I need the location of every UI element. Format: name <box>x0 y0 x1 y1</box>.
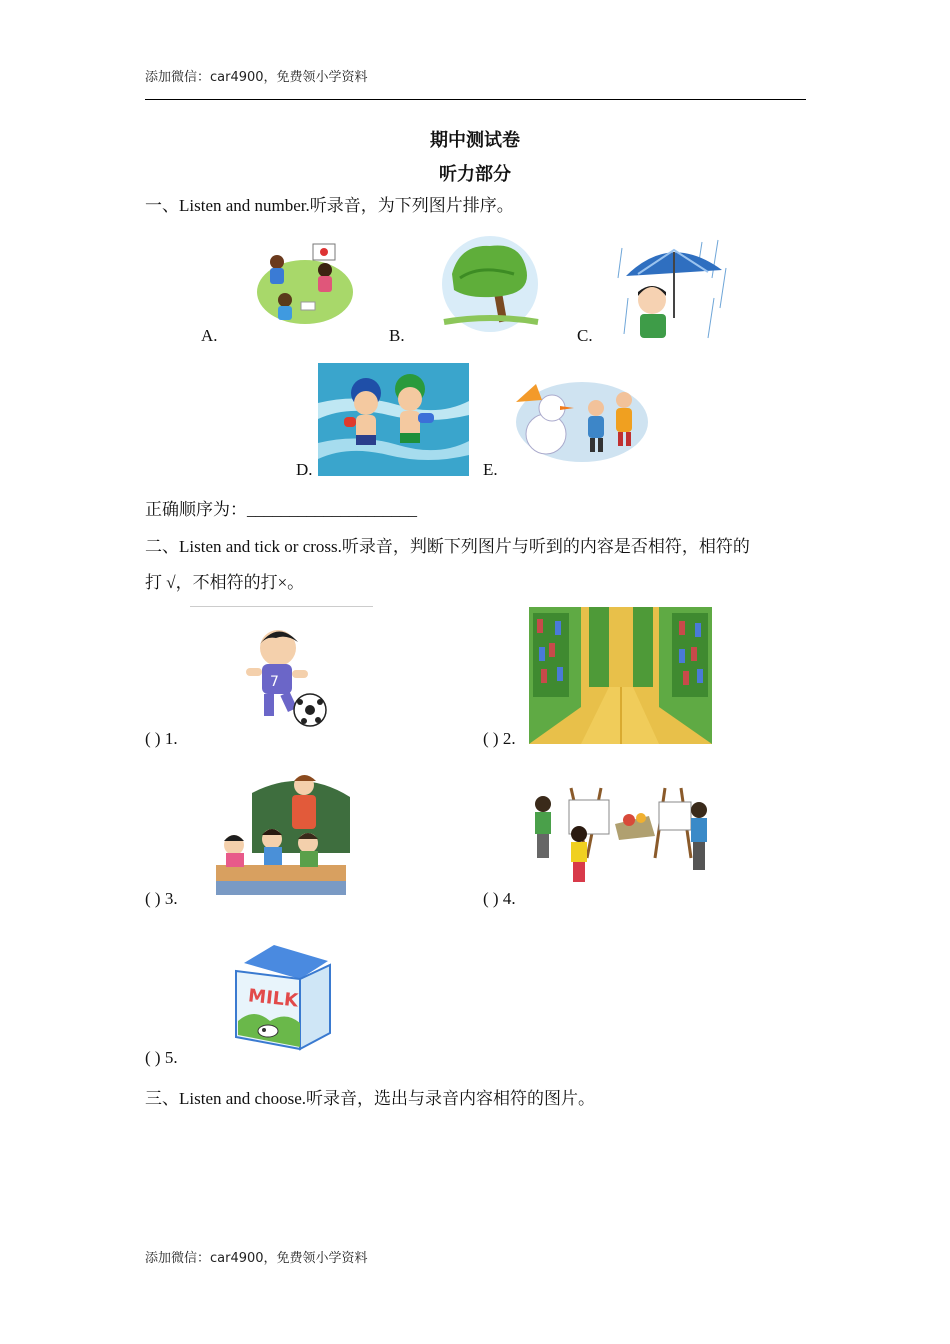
swimming-picture <box>318 363 469 476</box>
option-d-label: D. <box>296 460 313 479</box>
library-picture <box>529 607 712 744</box>
milk-label: MILK <box>247 985 300 1012</box>
section3-heading: 三、Listen and choose.听录音，选出与录音内容相符的图片。 <box>145 1089 595 1108</box>
item4-label: ( ) 4. <box>483 889 516 908</box>
item2-label: ( ) 2. <box>483 729 516 748</box>
classroom-picture <box>212 773 352 898</box>
windy-tree-picture <box>440 234 542 334</box>
item5-label: ( ) 5. <box>145 1048 178 1067</box>
answer-prompt: 正确顺序为： <box>145 500 247 519</box>
footer-watermark: 添加微信：car4900，免费领小学资料 <box>145 1251 368 1266</box>
header-watermark: 添加微信：car4900，免费领小学资料 <box>145 70 368 85</box>
section2-heading-line2: 打 √，不相符的打×。 <box>145 573 305 592</box>
drawing-picture <box>531 784 711 886</box>
snowman-picture <box>512 378 648 462</box>
item3-label: ( ) 3. <box>145 889 178 908</box>
item1-label: ( ) 1. <box>145 729 178 748</box>
section2-heading-line1: 二、Listen and tick or cross.听录音，判断下列图片与听到的内容是否相符，相符的 <box>145 537 750 556</box>
picnic-picture <box>255 240 355 328</box>
page-title: 期中测试卷 <box>430 130 520 150</box>
football-boy-picture <box>236 624 328 728</box>
option-e-label: E. <box>483 460 498 479</box>
answer-blank[interactable]: ____________________ <box>247 500 417 519</box>
section1-heading: 一、Listen and number.听录音，为下列图片排序。 <box>145 196 514 215</box>
option-a-label: A. <box>201 326 218 345</box>
svg-text:7: 7 <box>270 674 279 690</box>
answer-line <box>145 500 417 520</box>
header-rule <box>145 99 806 100</box>
divider <box>190 606 373 607</box>
milk-carton-picture <box>234 941 332 1051</box>
option-b-label: B. <box>389 326 405 345</box>
page-subtitle: 听力部分 <box>439 164 511 184</box>
option-c-label: C. <box>577 326 593 345</box>
rainy-girl-picture <box>618 238 732 342</box>
